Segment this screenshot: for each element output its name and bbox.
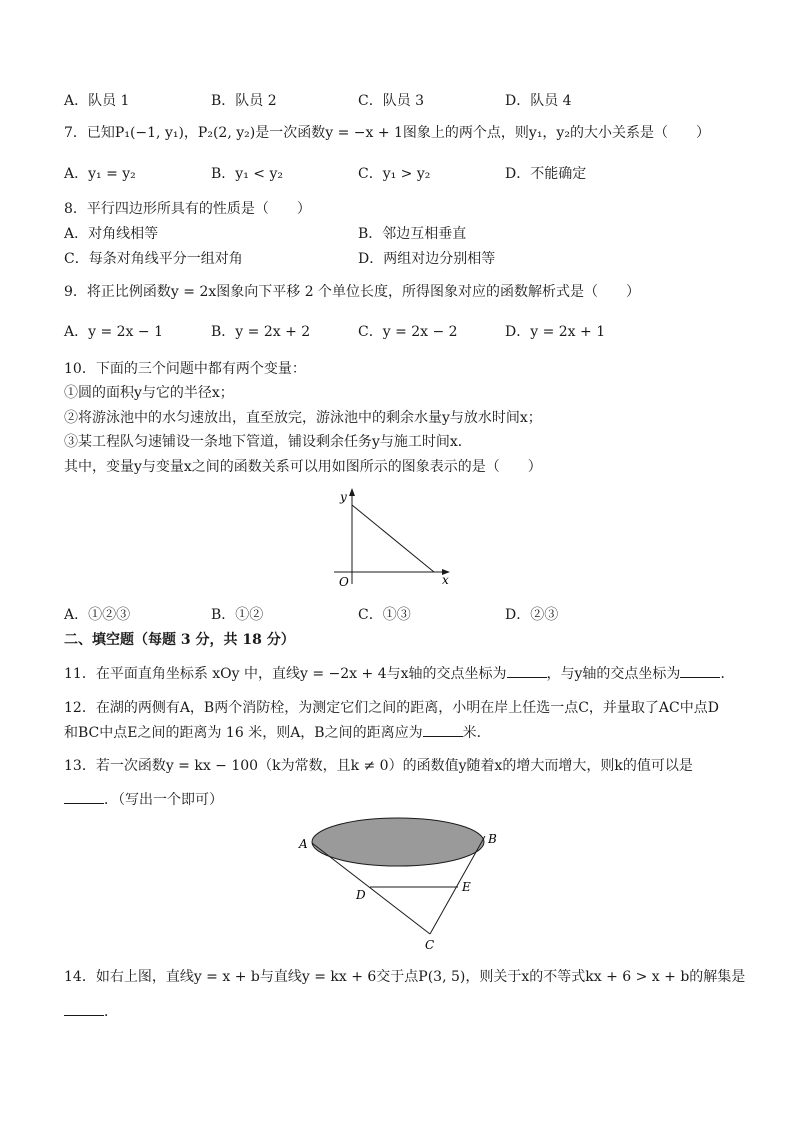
- q10-question: 其中，变量y与变量x之间的函数关系可以用如图所示的图象表示的是（ ）: [64, 459, 542, 475]
- label-b: B: [488, 832, 497, 846]
- q8-option-c: C．每条对角线平分一组对角: [64, 251, 243, 267]
- q10-stem: 10．下面的三个问题中都有两个变量：: [64, 361, 306, 377]
- q11-blank-2[interactable]: [680, 665, 720, 678]
- q14-blank[interactable]: [64, 1003, 104, 1016]
- q6-option-b: B．队员 2: [211, 93, 277, 109]
- q9-stem: 9．将正比例函数y = 2x图象向下平移 2 个单位长度，所得图象对应的函数解析式是（ ）: [64, 284, 641, 300]
- lake-ellipse: [312, 818, 484, 866]
- graph-line: [352, 505, 434, 572]
- q11-part1: 11．在平面直角坐标系 xOy 中，直线y = −2x + 4与x轴的交点坐标为: [64, 666, 507, 682]
- q14-line-2: [64, 1003, 118, 1021]
- q7-option-d: D．不能确定: [505, 166, 587, 182]
- q10-item-1: ①圆的面积y与它的半径x；: [64, 385, 234, 401]
- q13-line-2: [64, 791, 223, 809]
- q8-stem: 8．平行四边形所具有的性质是（ ）: [64, 201, 311, 217]
- q12-line-2: [64, 724, 491, 742]
- q12-blank[interactable]: [423, 724, 463, 737]
- y-axis-label: y: [340, 490, 347, 504]
- q8-option-a: A．对角线相等: [64, 226, 159, 242]
- q14-line-2-text: ．: [104, 1004, 118, 1020]
- q10-item-2: ②将游泳池中的水匀速放出，直至放完，游泳池中的剩余水量y与放水时间x；: [64, 410, 542, 426]
- q10-item-3: ③某工程队匀速铺设一条地下管道，铺设剩余任务y与施工时间x．: [64, 434, 472, 450]
- q9-option-b: B．y = 2x + 2: [211, 324, 311, 340]
- q12-line-2b: 米．: [462, 725, 491, 741]
- q6-option-d: D．队员 4: [505, 93, 572, 109]
- x-axis-label: x: [442, 573, 449, 587]
- q7-option-a: A．y₁ = y₂: [64, 166, 136, 182]
- q8-option-b: B．邻边互相垂直: [358, 226, 467, 242]
- q11-part2: ，与y轴的交点坐标为: [546, 666, 681, 682]
- q7-stem: 7．已知P₁(−1, y₁)，P₂(2, y₂)是一次函数y = −x + 1图象上的两个点，则y₁，y₂的大小关系是（ ）: [64, 125, 710, 141]
- q11: [64, 665, 734, 683]
- label-e: E: [462, 880, 471, 894]
- label-c: C: [425, 938, 435, 952]
- q9-option-c: C．y = 2x − 2: [358, 324, 458, 340]
- q10-graph: [330, 488, 460, 588]
- q8-option-d: D．两组对边分别相等: [358, 251, 496, 267]
- q10-option-d: D．②③: [505, 607, 559, 623]
- label-d: D: [356, 888, 366, 902]
- q10-option-b: B．①②: [211, 607, 264, 623]
- q7-option-b: B．y₁ < y₂: [211, 166, 283, 182]
- q13-line-2-text: ．（写出一个即可）: [104, 792, 223, 808]
- y-axis-arrow: [349, 488, 355, 496]
- q9-option-d: D．y = 2x + 1: [505, 324, 606, 340]
- q13-line-1: 13．若一次函数y = kx − 100（k为常数，且k ≠ 0）的函数值y随着x的增大而增大，则k的值可以是: [64, 758, 693, 774]
- q6-option-a: A．队员 1: [64, 93, 130, 109]
- q10-option-c: C．①③: [358, 607, 411, 623]
- origin-label: O: [339, 575, 349, 588]
- q10-option-a: A．①②③: [64, 607, 131, 623]
- label-a: A: [299, 837, 308, 851]
- lake-figure: [298, 812, 508, 954]
- q12-line-2a: 和BC中点E之间的距离为 16 米，则A，B之间的距离应为: [64, 725, 423, 741]
- q7-option-c: C．y₁ > y₂: [358, 166, 431, 182]
- q9-option-a: A．y = 2x − 1: [64, 324, 163, 340]
- q6-option-c: C．队员 3: [358, 93, 425, 109]
- section-title: 二、填空题（每题 3 分，共 18 分）: [64, 632, 295, 648]
- q13-blank[interactable]: [64, 791, 104, 804]
- q11-blank-1[interactable]: [507, 665, 547, 678]
- q11-part3: ．: [720, 666, 735, 682]
- q14-line-1: 14．如右上图，直线y = x + b与直线y = kx + 6交于点P(3, 5)，则关于x的不等式kx + 6 > x + b的解集是: [64, 969, 746, 985]
- q12-line-1: 12．在湖的两侧有A，B两个消防栓，为测定它们之间的距离，小明在岸上任选一点C，并量取了AC中点D: [64, 700, 719, 716]
